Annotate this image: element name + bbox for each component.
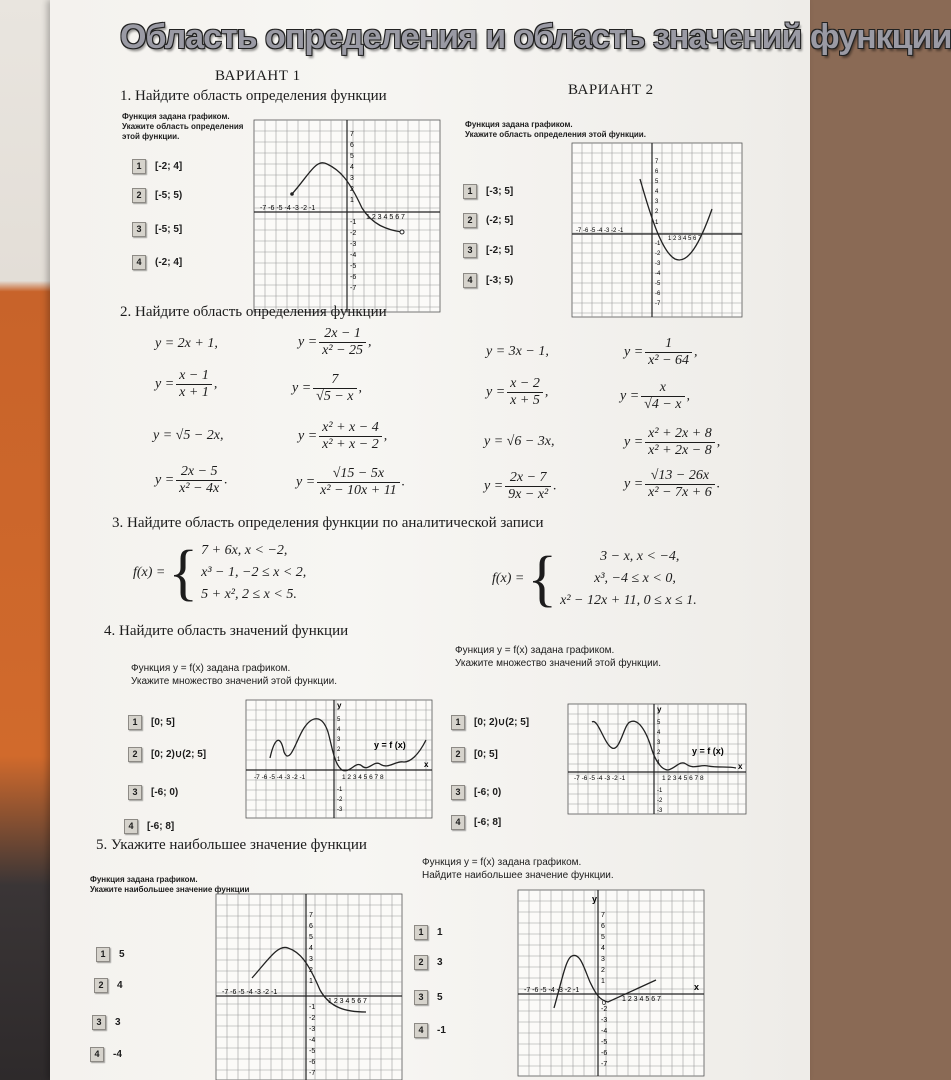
svg-text:2: 2	[337, 747, 341, 753]
svg-text:1: 1	[655, 220, 659, 226]
svg-text:-3: -3	[657, 808, 663, 814]
svg-text:2: 2	[350, 186, 354, 193]
svg-text:6: 6	[655, 169, 659, 175]
svg-text:5: 5	[350, 153, 354, 160]
svg-text:2: 2	[309, 967, 313, 974]
task-3-heading: 3. Найдите область определения функции по аналитической записи	[112, 515, 544, 531]
svg-text:-7 -6 -5 -4 -3 -2 -1: -7 -6 -5 -4 -3 -2 -1	[574, 775, 626, 782]
task-5-heading: 5. Укажите наибольшее значение функции	[96, 837, 367, 853]
task4-v1-instructions: Функция y = f(x) задана графиком. Укажите множество значений этой функции.	[131, 663, 338, 687]
svg-text:-5: -5	[655, 281, 661, 287]
svg-text:-7: -7	[655, 301, 661, 307]
task1-v1-graph	[254, 120, 440, 312]
svg-text:-1: -1	[309, 1004, 316, 1011]
svg-text:-1: -1	[350, 219, 357, 226]
task1-v2-instructions: Функция задана графиком. Укажите область определения этой функции.	[465, 120, 646, 139]
task5-v2-option-3[interactable]: 3 5	[414, 987, 443, 1005]
svg-text:-7 -6 -5 -4 -3 -2 -1: -7 -6 -5 -4 -3 -2 -1	[576, 228, 624, 234]
task4-v2-graph	[568, 704, 746, 814]
formula-r2-3: y = $\frac{x - 2}{x + 5}$ ,	[486, 376, 549, 408]
svg-text:6: 6	[309, 923, 313, 930]
svg-text:3: 3	[601, 956, 605, 963]
svg-text:-7 -6 -5 -4 -3 -2 -1: -7 -6 -5 -4 -3 -2 -1	[524, 987, 580, 994]
svg-text:3: 3	[655, 199, 659, 205]
svg-text:1 2 3 4 5 6 7: 1 2 3 4 5 6 7	[366, 214, 405, 221]
svg-text:1 2 3 4 5 6 7: 1 2 3 4 5 6 7	[668, 236, 702, 242]
variant-1-label: ВАРИАНТ 1	[215, 68, 301, 84]
svg-text:-7 -6 -5 -4 -3 -2 -1: -7 -6 -5 -4 -3 -2 -1	[254, 774, 306, 781]
svg-text:1 2 3 4 5 6 7: 1 2 3 4 5 6 7	[622, 996, 661, 1003]
svg-text:-2: -2	[350, 230, 357, 237]
svg-text:-3: -3	[337, 807, 343, 813]
svg-text:7: 7	[350, 131, 354, 138]
task1-v2-option-3[interactable]: 3 [-2; 5]	[463, 240, 513, 258]
worksheet-title: Область определения и область значений функции	[120, 18, 951, 56]
task1-v2-option-4[interactable]: 4 [-3; 5)	[463, 270, 513, 288]
svg-text:-4: -4	[601, 1028, 608, 1035]
svg-text:-3: -3	[655, 261, 661, 267]
svg-text:-6: -6	[601, 1050, 608, 1057]
formula-r3-3: y = √6 − 3x,	[484, 434, 555, 449]
svg-text:y: y	[657, 705, 662, 714]
formula-r2-1: y = $\frac{x - 1}{x + 1}$ ,	[155, 368, 218, 400]
formula-r1-1: y = 2x + 1,	[155, 336, 218, 351]
svg-text:2: 2	[655, 209, 659, 215]
task1-v1-xticks: -7 -6 -5 -4 -3 -2 -1	[260, 205, 316, 212]
task3-right-system: f(x) ={ 3 − x, x < −4, x³, −4 ≤ x < 0, x² − 12x + 11, 0 ≤ x ≤ 1.	[492, 545, 697, 613]
svg-text:-1: -1	[657, 788, 663, 794]
svg-text:y = f (x): y = f (x)	[692, 746, 724, 756]
svg-text:4: 4	[657, 730, 661, 736]
task1-v2-graph	[572, 143, 742, 317]
formula-r4-1: y = $\frac{2x - 5}{\text{x² − 4x}}$ .	[155, 464, 228, 496]
svg-text:-5: -5	[309, 1048, 316, 1055]
svg-text:1: 1	[657, 760, 661, 766]
svg-text:6: 6	[601, 923, 605, 930]
task1-v1-option-2[interactable]: 2 [-5; 5)	[132, 185, 182, 203]
task4-v2-option-1[interactable]: 1 [0; 2)∪(2; 5]	[451, 712, 529, 730]
task-4-heading: 4. Найдите область значений функции	[104, 623, 349, 639]
svg-text:-2: -2	[655, 251, 661, 257]
svg-text:-3: -3	[309, 1026, 316, 1033]
formula-r4-4: y = $\frac{√13 - 26x}{\text{x² − 7x + 6}}$ .	[624, 468, 721, 500]
svg-text:-7 -6 -5 -4 -3 -2 -1: -7 -6 -5 -4 -3 -2 -1	[222, 989, 278, 996]
task5-v1-option-3[interactable]: 3 3	[92, 1012, 121, 1030]
task5-v2-option-1[interactable]: 1 1	[414, 922, 443, 940]
formula-r1-4: y = $\frac{1}{\text{x² − 64}}$ ,	[624, 336, 698, 368]
svg-text:5: 5	[309, 934, 313, 941]
svg-text:y: y	[592, 894, 598, 904]
task4-v1-option-3[interactable]: 3 [-6; 0)	[128, 782, 178, 800]
formula-r4-3: y = $\frac{2x - 7}{\text{9x − x²}}$ .	[484, 470, 557, 502]
svg-text:-1: -1	[337, 787, 343, 793]
svg-text:-5: -5	[601, 1039, 608, 1046]
task5-v2-graph	[518, 890, 704, 1076]
svg-text:4: 4	[309, 945, 313, 952]
svg-text:3: 3	[350, 175, 354, 182]
svg-text:2: 2	[657, 750, 661, 756]
task4-v2-option-2[interactable]: 2 [0; 5]	[451, 744, 498, 762]
svg-text:-3: -3	[601, 1017, 608, 1024]
task1-v1-option-4[interactable]: 4 (-2; 4]	[132, 252, 182, 270]
task4-v2-instructions: Функция y = f(x) задана графиком. Укажите множество значений этой функции.	[455, 645, 662, 669]
svg-text:-3: -3	[350, 241, 357, 248]
svg-text:7: 7	[309, 912, 313, 919]
svg-text:6: 6	[350, 142, 354, 149]
svg-text:-6: -6	[309, 1059, 316, 1066]
task5-v2-option-4[interactable]: 4 -1	[414, 1020, 446, 1038]
svg-text:-7: -7	[309, 1070, 316, 1077]
task4-v2-option-4[interactable]: 4 [-6; 8]	[451, 812, 501, 830]
task5-v2-option-2[interactable]: 2 3	[414, 952, 443, 970]
svg-text:1: 1	[309, 978, 313, 985]
svg-text:y: y	[337, 701, 342, 710]
svg-text:-6: -6	[655, 291, 661, 297]
task1-v2-option-2[interactable]: 2 (-2; 5]	[463, 210, 513, 228]
svg-text:y = f (x): y = f (x)	[374, 740, 406, 750]
svg-text:4: 4	[350, 164, 354, 171]
task4-v2-option-3[interactable]: 3 [-6; 0)	[451, 782, 501, 800]
svg-text:-2: -2	[309, 1015, 316, 1022]
svg-text:x: x	[738, 762, 743, 771]
task3-left-system: f(x) ={ 7 + 6x, x < −2, x³ − 1, −2 ≤ x < 2, 5 + x², 2 ≤ x < 5.	[133, 539, 307, 607]
formula-r1-3: y = 3x − 1,	[486, 344, 549, 359]
svg-text:1 2 3 4 5 6 7 8: 1 2 3 4 5 6 7 8	[662, 775, 704, 782]
svg-text:1: 1	[337, 757, 341, 763]
svg-text:-6: -6	[350, 274, 357, 281]
svg-text:-4: -4	[350, 252, 357, 259]
svg-text:-7: -7	[350, 285, 357, 292]
svg-text:-4: -4	[309, 1037, 316, 1044]
svg-text:1 2 3 4 5 6 7: 1 2 3 4 5 6 7	[328, 998, 367, 1005]
svg-text:-5: -5	[350, 263, 357, 270]
svg-text:7: 7	[601, 912, 605, 919]
svg-text:x: x	[694, 982, 700, 992]
svg-text:4: 4	[601, 945, 605, 952]
svg-text:-7: -7	[601, 1061, 608, 1068]
task4-v1-option-4[interactable]: 4 [-6; 8]	[124, 816, 174, 834]
variant-2-label: ВАРИАНТ 2	[568, 82, 654, 98]
svg-text:4: 4	[337, 727, 341, 733]
svg-text:5: 5	[337, 717, 341, 723]
svg-text:x: x	[424, 760, 429, 769]
task5-v1-instructions: Функция задана графиком. Укажите наибольшее значение функции	[90, 875, 250, 894]
task5-v1-graph	[216, 894, 402, 1080]
task4-v1-option-2[interactable]: 2 [0; 2)∪(2; 5]	[128, 744, 206, 762]
task4-v1-graph	[246, 700, 432, 818]
svg-text:7: 7	[655, 159, 659, 165]
task-2-heading: 2. Найдите область определения функции	[120, 304, 387, 320]
task5-v2-instructions: Функция y = f(x) задана графиком. Найдите наибольшее значение функции.	[422, 857, 614, 881]
svg-text:1 2 3 4 5 6 7 8: 1 2 3 4 5 6 7 8	[342, 774, 384, 781]
svg-text:3: 3	[657, 740, 661, 746]
formula-r3-2: y = $\frac{\text{x² + x − 4}}{\text{x² + x − 2}}$ ,	[298, 420, 388, 452]
svg-text:-1: -1	[655, 241, 661, 247]
svg-text:-4: -4	[655, 271, 661, 277]
svg-text:5: 5	[601, 934, 605, 941]
svg-text:5: 5	[655, 179, 659, 185]
svg-text:0: 0	[602, 1000, 606, 1007]
formula-r4-2: y = $\frac{√15 - 5x}{\text{x² − 10x + 11}}$ .	[296, 466, 406, 498]
svg-text:3: 3	[309, 956, 313, 963]
task5-v1-option-4[interactable]: 4 -4	[90, 1044, 122, 1062]
formula-r3-1: y = √5 − 2x,	[153, 428, 224, 443]
task1-v1-instructions: Функция задана графиком. Укажите область определения этой функции.	[122, 112, 244, 141]
task1-v2-option-1[interactable]: 1 [-3; 5]	[463, 181, 513, 199]
task-1-heading: 1. Найдите область определения функции	[120, 88, 387, 104]
svg-text:4: 4	[655, 189, 659, 195]
formula-r2-2: y = $\frac{7}{√5 - x}$ ,	[292, 372, 363, 404]
svg-text:-2: -2	[657, 798, 663, 804]
task5-v1-option-1[interactable]: 1 5	[96, 944, 125, 962]
formula-r2-4: y = $\frac{x}{√4 - x}$ ,	[620, 380, 691, 412]
svg-text:-2: -2	[601, 1006, 608, 1013]
task5-v1-option-2[interactable]: 2 4	[94, 975, 123, 993]
svg-text:-2: -2	[337, 797, 343, 803]
svg-text:2: 2	[601, 967, 605, 974]
svg-text:1: 1	[601, 978, 605, 985]
formula-r1-2: y = $\frac{2x - 1}{\text{x² − 25}}$ ,	[298, 326, 372, 358]
svg-text:1: 1	[350, 197, 354, 204]
formula-r3-4: y = $\frac{\text{x² + 2x + 8}}{\text{x² + 2x − 8}}$ ,	[624, 426, 721, 458]
task1-v1-option-1[interactable]: 1 [-2; 4]	[132, 156, 182, 174]
svg-text:3: 3	[337, 737, 341, 743]
task4-v1-option-1[interactable]: 1 [0; 5]	[128, 712, 175, 730]
task1-v1-option-3[interactable]: 3 [-5; 5]	[132, 219, 182, 237]
svg-text:5: 5	[657, 720, 661, 726]
